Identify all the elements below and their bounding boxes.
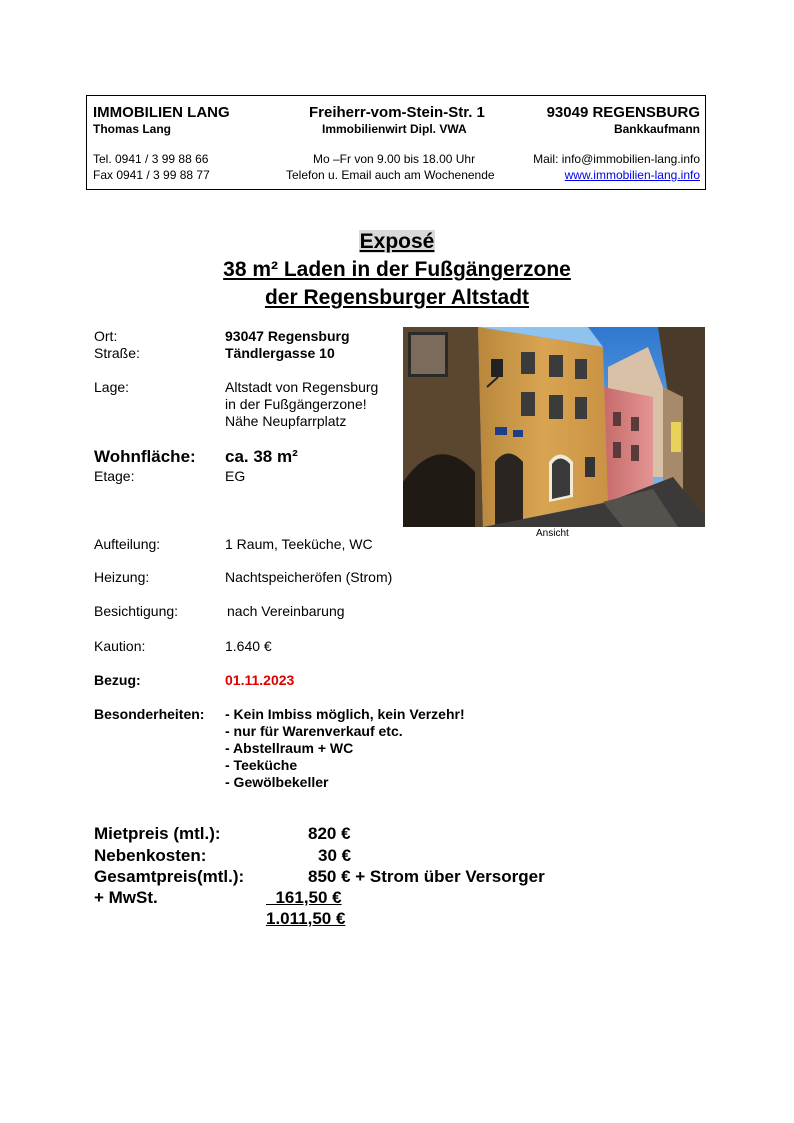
street-photo — [403, 327, 705, 527]
mwst-value — [266, 888, 342, 908]
gesamtpreis-label: Gesamtpreis(mtl.): — [94, 867, 245, 886]
aufteilung-label: Aufteilung: — [94, 536, 161, 552]
expose-heading — [0, 230, 794, 254]
besichtigung-label: Besichtigung: — [94, 603, 179, 619]
mietpreis-value: 820 € — [308, 824, 351, 843]
photo-caption: Ansicht — [536, 528, 569, 539]
owner-profession: Bankkaufmann — [613, 122, 700, 136]
bezug-label: Bezug: — [94, 672, 141, 688]
bezug-date: 01.11.2023 — [225, 672, 295, 688]
expose-subtitle-2: der Regensburger Altstadt — [264, 286, 530, 309]
heizung-value: Nachtspeicheröfen (Strom) — [225, 569, 393, 585]
company-name: IMMOBILIEN LANG — [93, 104, 230, 121]
besonderheiten-label: Besonderheiten: — [94, 706, 205, 722]
fax-number: Fax 0941 / 3 99 88 77 — [93, 168, 210, 182]
ort-value: 93047 Regensburg — [225, 328, 350, 344]
feature-item: - Teeküche — [225, 757, 298, 773]
owner-name: Thomas Lang — [93, 122, 172, 136]
feature-item: - Abstellraum + WC — [225, 740, 354, 756]
email-address[interactable]: Mail: info@immobilien-lang.info — [533, 152, 700, 166]
wohnflaeche-value: ca. 38 m² — [225, 447, 298, 466]
expose-title: Exposé — [359, 230, 435, 253]
weekend-note: Telefon u. Email auch am Wochenende — [286, 168, 495, 182]
kaution-label: Kaution: — [94, 638, 146, 654]
lage-label: Lage: — [94, 379, 130, 395]
feature-item: - Kein Imbiss möglich, kein Verzehr! — [225, 706, 465, 722]
website-link[interactable]: www.immobilien-lang.info — [564, 168, 700, 182]
lage-line-2: in der Fußgängerzone! — [225, 396, 367, 412]
wohnflaeche-label: Wohnfläche: — [94, 447, 196, 466]
lage-line-1: Altstadt von Regensburg — [225, 379, 379, 395]
kaution-value: 1.640 € — [225, 638, 272, 654]
feature-item: - nur für Warenverkauf etc. — [225, 723, 403, 739]
company-city: 93049 REGENSBURG — [546, 104, 700, 121]
owner-qualification: Immobilienwirt Dipl. VWA — [322, 122, 467, 136]
ort-label: Ort: — [94, 328, 118, 344]
mietpreis-label: Mietpreis (mtl.): — [94, 824, 221, 843]
strasse-value: Tändlergasse 10 — [225, 345, 335, 361]
lage-line-3: Nähe Neupfarrplatz — [225, 413, 347, 429]
total-value: 1.011,50 € — [266, 909, 346, 928]
aufteilung-value: 1 Raum, Teeküche, WC — [225, 536, 373, 552]
strasse-label: Straße: — [94, 345, 140, 361]
mwst-label: + MwSt. — [94, 888, 158, 907]
mwst-amount: 161,50 € — [275, 888, 342, 907]
nebenkosten-value: 30 € — [318, 846, 352, 865]
etage-value: EG — [225, 468, 246, 484]
gesamtpreis-value: 850 € + Strom über Versorger — [308, 867, 545, 886]
nebenkosten-label: Nebenkosten: — [94, 846, 207, 865]
phone-number: Tel. 0941 / 3 99 88 66 — [93, 152, 209, 166]
besichtigung-value: nach Vereinbarung — [227, 603, 345, 619]
heizung-label: Heizung: — [94, 569, 150, 585]
office-hours: Mo –Fr von 9.00 bis 18.00 Uhr — [313, 152, 476, 166]
company-street: Freiherr-vom-Stein-Str. 1 — [309, 104, 485, 121]
feature-item: - Gewölbekeller — [225, 774, 329, 790]
expose-subtitle-1: 38 m² Laden in der Fußgängerzone — [223, 258, 571, 281]
etage-label: Etage: — [94, 468, 135, 484]
